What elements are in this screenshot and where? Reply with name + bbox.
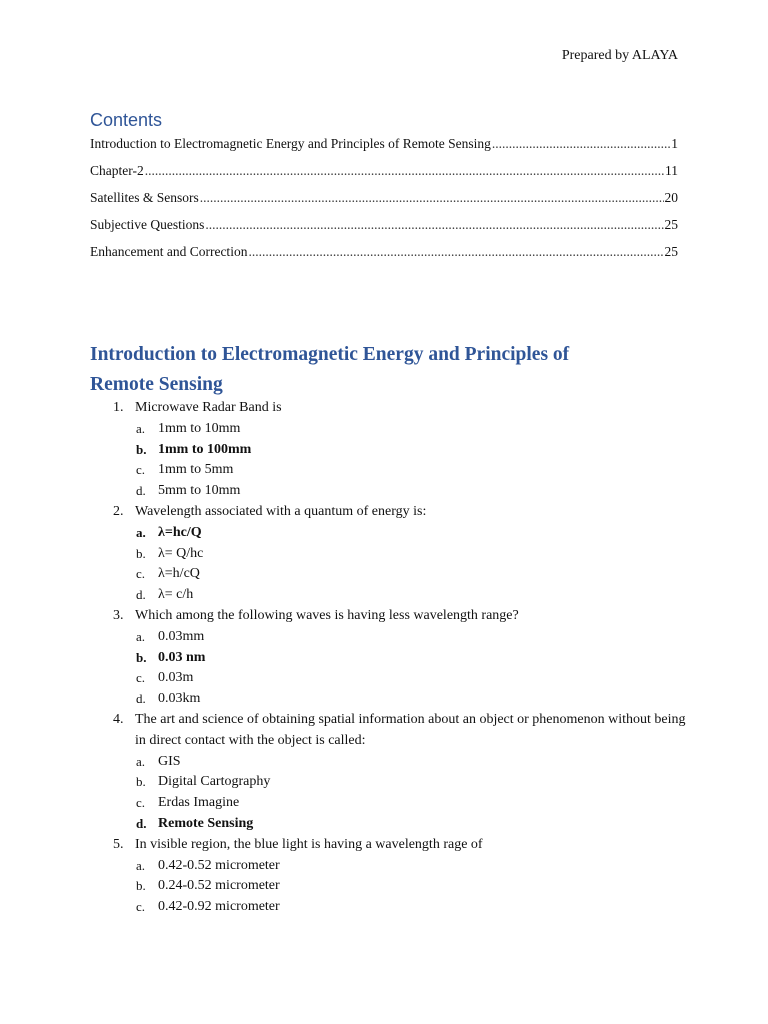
option-letter: a.: [136, 753, 146, 769]
section-heading: [90, 340, 650, 400]
question-number: 1.: [113, 400, 124, 415]
answer-option: [90, 544, 690, 565]
section-heading-line: Introduction to Electromagnetic Energy and Principles of: [90, 344, 570, 365]
option-letter: d.: [136, 815, 147, 831]
option-text: 0.03mm: [158, 628, 205, 644]
option-text: 0.42-0.92 micrometer: [158, 899, 280, 915]
option-letter: d.: [136, 691, 146, 707]
answer-option: [90, 564, 690, 585]
option-letter: c.: [136, 795, 146, 811]
toc-page: 1: [671, 136, 678, 151]
option-text: 1mm to 100mm: [158, 441, 252, 457]
option-text: Digital Cartography: [158, 774, 271, 790]
option-letter: b.: [136, 878, 146, 894]
option-text: GIS: [158, 753, 181, 769]
option-letter: b.: [136, 545, 146, 561]
toc-entry[interactable]: [90, 163, 678, 190]
answer-option-correct: [90, 648, 690, 669]
answer-option-correct: [90, 814, 690, 835]
answer-option-correct: [90, 440, 690, 461]
option-letter: c.: [136, 462, 146, 478]
answer-option: [90, 419, 690, 440]
toc-entry[interactable]: [90, 136, 678, 163]
toc-leader: [200, 190, 664, 206]
question-item: [90, 710, 690, 835]
toc-page: 20: [664, 190, 678, 205]
toc-entry[interactable]: [90, 217, 678, 244]
toc-page: 11: [665, 163, 678, 178]
option-letter: c.: [136, 670, 146, 686]
option-text: λ=h/cQ: [158, 566, 200, 582]
option-text: 1mm to 10mm: [158, 420, 241, 436]
question-list: [90, 398, 690, 918]
answer-option: [90, 897, 690, 918]
option-letter: a.: [136, 628, 146, 644]
toc-label: Satellites & Sensors: [90, 190, 199, 205]
question-stem: [90, 835, 690, 856]
option-text: 0.24-0.52 micrometer: [158, 878, 280, 894]
toc-leader: [248, 244, 663, 260]
option-text: 0.42-0.52 micrometer: [158, 857, 280, 873]
option-text: λ= c/h: [158, 587, 194, 603]
question-number: 4.: [113, 711, 124, 727]
toc-leader: [205, 217, 663, 233]
question-stem: [90, 398, 690, 419]
answer-option: [90, 689, 690, 710]
option-letter: c.: [136, 899, 146, 915]
question-stem: [90, 710, 690, 752]
question-text: Wavelength associated with a quantum of energy is:: [135, 503, 427, 519]
option-text: λ= Q/hc: [158, 545, 204, 561]
answer-option: [90, 856, 690, 877]
answer-option: [90, 668, 690, 689]
toc-label: Chapter-2: [90, 163, 144, 178]
option-text: Remote Sensing: [158, 815, 254, 831]
question-item: [90, 606, 690, 710]
answer-option: [90, 772, 690, 793]
option-text: 0.03km: [158, 691, 201, 707]
question-number: 2.: [113, 503, 124, 519]
option-letter: a.: [136, 857, 146, 873]
option-letter: d.: [136, 483, 146, 499]
option-text: 0.03m: [158, 670, 194, 686]
toc-label: Enhancement and Correction: [90, 244, 248, 259]
question-item: [90, 398, 690, 502]
toc-page: 25: [664, 217, 678, 232]
prepared-by: Prepared by ALAYA: [561, 48, 678, 63]
toc-leader: [492, 136, 670, 152]
option-letter: a.: [136, 524, 146, 540]
question-stem: [90, 606, 690, 627]
answer-option: [90, 481, 690, 502]
option-text: 1mm to 5mm: [158, 462, 234, 478]
toc-entry[interactable]: [90, 190, 678, 217]
toc-page: 25: [664, 244, 678, 259]
answer-option: [90, 876, 690, 897]
answer-option: [90, 752, 690, 773]
option-text: 5mm to 10mm: [158, 483, 241, 499]
question-item: [90, 835, 690, 918]
option-text: Erdas Imagine: [158, 795, 240, 811]
question-text: Microwave Radar Band is: [135, 400, 282, 415]
section-heading-line: Remote Sensing: [90, 374, 223, 395]
answer-option: [90, 627, 690, 648]
question-text: In visible region, the blue light is having a wavelength rage of: [135, 836, 483, 852]
toc-label: Introduction to Electromagnetic Energy and Principles of Remote Sensing: [90, 136, 491, 151]
question-stem: [90, 502, 690, 523]
question-number: 3.: [113, 607, 124, 623]
toc-label: Subjective Questions: [90, 217, 205, 232]
table-of-contents: [90, 136, 678, 271]
option-letter: b.: [136, 774, 146, 790]
answer-option: [90, 585, 690, 606]
toc-entry[interactable]: [90, 244, 678, 271]
answer-option: [90, 793, 690, 814]
question-number: 5.: [113, 836, 124, 852]
option-letter: b.: [136, 649, 147, 665]
question-text: The art and science of obtaining spatial information about an object or phenomenon without being in direct contact with the object is called:: [135, 711, 686, 748]
answer-option: [90, 460, 690, 481]
option-text: 0.03 nm: [158, 649, 206, 665]
question-text: Which among the following waves is having less wavelength range?: [135, 607, 519, 623]
option-text: λ=hc/Q: [158, 524, 202, 540]
option-letter: c.: [136, 566, 146, 582]
contents-title: Contents: [90, 110, 163, 130]
question-item: [90, 502, 690, 606]
answer-option-correct: [90, 523, 690, 544]
option-letter: a.: [136, 420, 146, 436]
toc-leader: [145, 163, 664, 179]
option-letter: b.: [136, 441, 147, 457]
option-letter: d.: [136, 587, 146, 603]
